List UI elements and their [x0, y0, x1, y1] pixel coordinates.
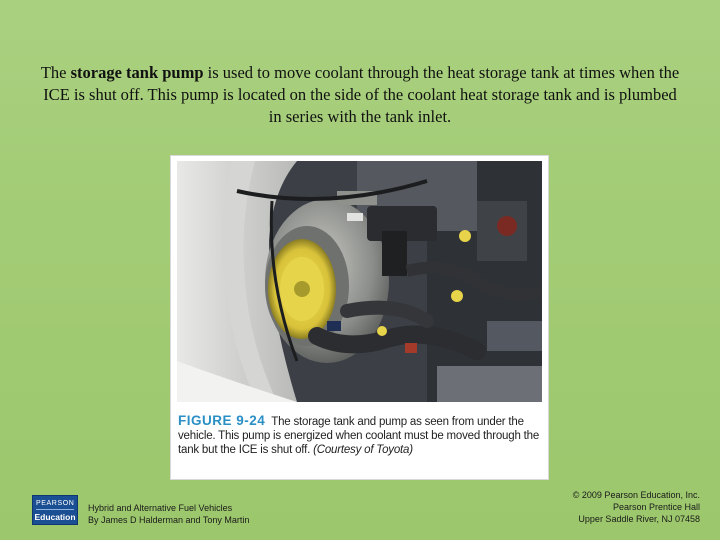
footer-authors: By James D Halderman and Tony Martin	[88, 515, 250, 525]
footer-book-title: Hybrid and Alternative Fuel Vehicles	[88, 503, 233, 513]
body-text-start: The	[40, 63, 71, 82]
figure-credit: (Courtesy of Toyota)	[313, 444, 413, 456]
logo-line-1: PEARSON	[36, 500, 74, 510]
figure-photo-illustration	[177, 161, 542, 402]
figure-number: FIGURE 9-24	[178, 413, 266, 428]
logo-line-2: Education	[34, 512, 76, 522]
body-text-bold-term: storage tank pump	[70, 63, 204, 82]
pearson-logo	[32, 495, 78, 525]
figure-caption-text: The storage tank and pump as seen from under the vehicle. This pump is energized when coolant must be moved through the tank but the ICE is shut off.	[178, 416, 540, 456]
figure-photo	[177, 161, 542, 402]
footer-book-info	[88, 502, 249, 526]
figure-caption	[178, 414, 544, 457]
footer-publisher: Pearson Prentice Hall	[612, 502, 700, 512]
footer-publisher-info	[573, 489, 700, 525]
body-text-rest: is used to move coolant through the heat storage tank at times when the ICE is shut off. This pump is located on the side of the coolant heat storage tank and is plumbed in series with the tank inlet.	[43, 63, 680, 126]
body-text	[40, 62, 680, 128]
footer-copyright: © 2009 Pearson Education, Inc.	[572, 490, 700, 500]
footer-location: Upper Saddle River, NJ 07458	[578, 514, 700, 524]
